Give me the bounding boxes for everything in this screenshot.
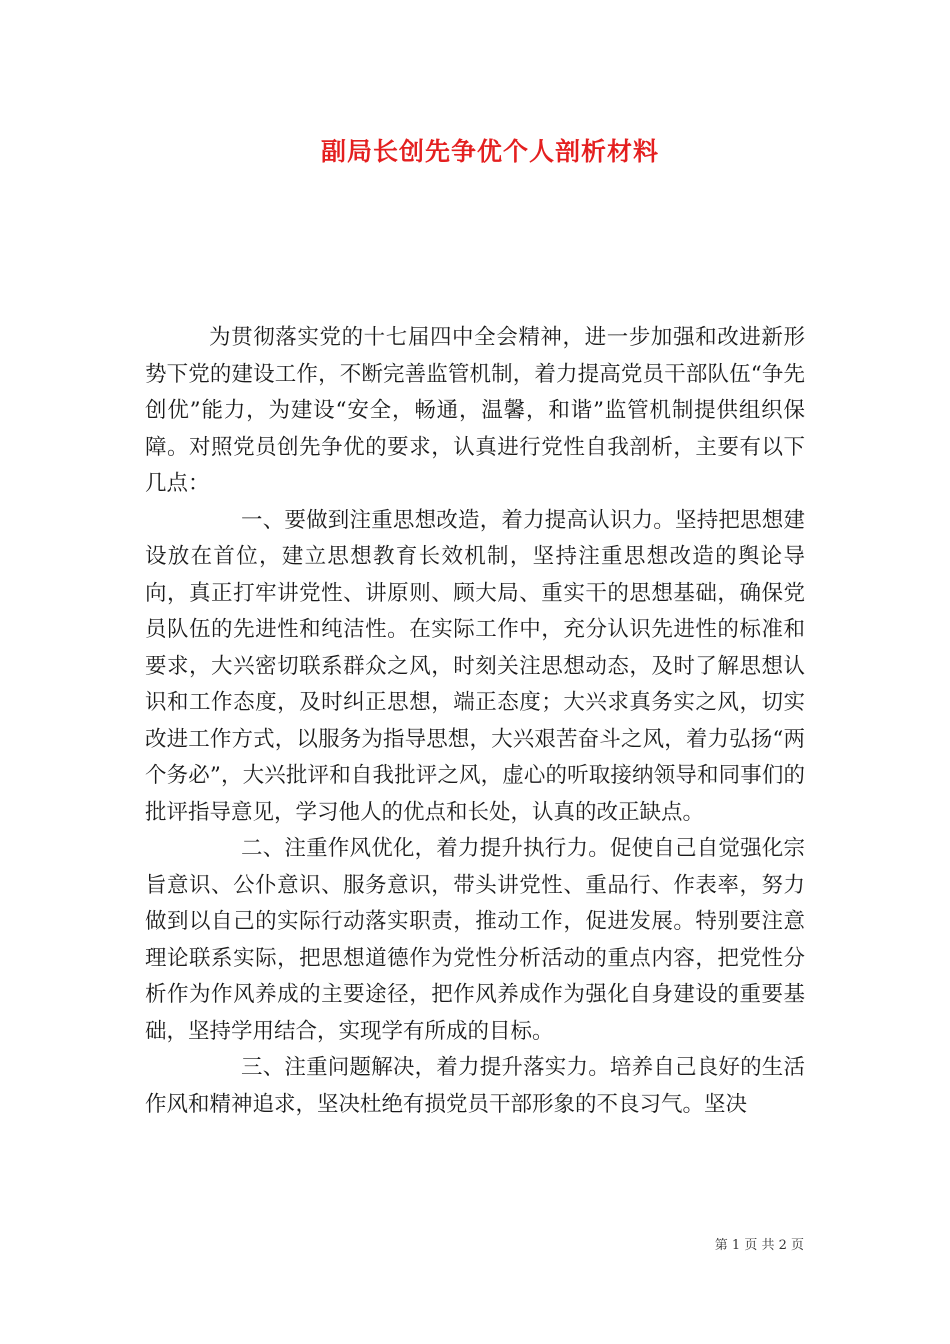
page-number-footer: 第 1 页 共 2 页 [714,1238,804,1253]
paragraph-section-3: 三、注重问题解决，着力提升落实力。培养自己良好的生活作风和精神追求，坚决杜绝有损党员干部形象的不良习气。坚决 [145,1055,805,1117]
document-title: 副局长创先争优个人剖析材料 [320,137,659,166]
document-body [145,320,805,1123]
paragraph-section-1: 一、要做到注重思想改造，着力提高认识力。坚持把思想建设放在首位，建立思想教育长效机制，坚持注重思想改造的舆论导向，真正打牢讲党性、讲原则、顾大局、重实干的思想基础，确保党员队伍的先进性和纯洁性。在实际工作中，充分认识先进性的标准和要求，大兴密切联系群众之风，时刻关注思想动态，及时了解思想认识和工作态度，及时纠正思想，端正态度；大兴求真务实之风，切实改进工作方式，以服务为指导思想，大兴艰苦奋斗之风，着力弘扬“两个务必”，大兴批评和自我批评之风，虚心的听取接纳领导和同事们的批评指导意见，学习他人的优点和长处，认真的改正缺点。 [145,507,805,825]
paragraph-intro: 为贯彻落实党的十七届四中全会精神，进一步加强和改进新形势下党的建设工作，不断完善监管机制，着力提高党员干部队伍“争先创优”能力，为建设“安全，畅通，温馨，和谐”监管机制提供组织保障。对照党员创先争优的要求，认真进行党性自我剖析，主要有以下几点： [145,325,805,496]
paragraph-section-2: 二、注重作风优化，着力提升执行力。促使自己自觉强化宗旨意识、公仆意识、服务意识，带头讲党性、重品行、作表率，努力做到以自己的实际行动落实职责，推动工作，促进发展。特别要注意理论联系实际，把思想道德作为党性分析活动的重点内容，把党性分析作为作风养成的主要途径，把作风养成作为强化自身建设的重要基础，坚持学用结合，实现学有所成的目标。 [145,836,805,1044]
